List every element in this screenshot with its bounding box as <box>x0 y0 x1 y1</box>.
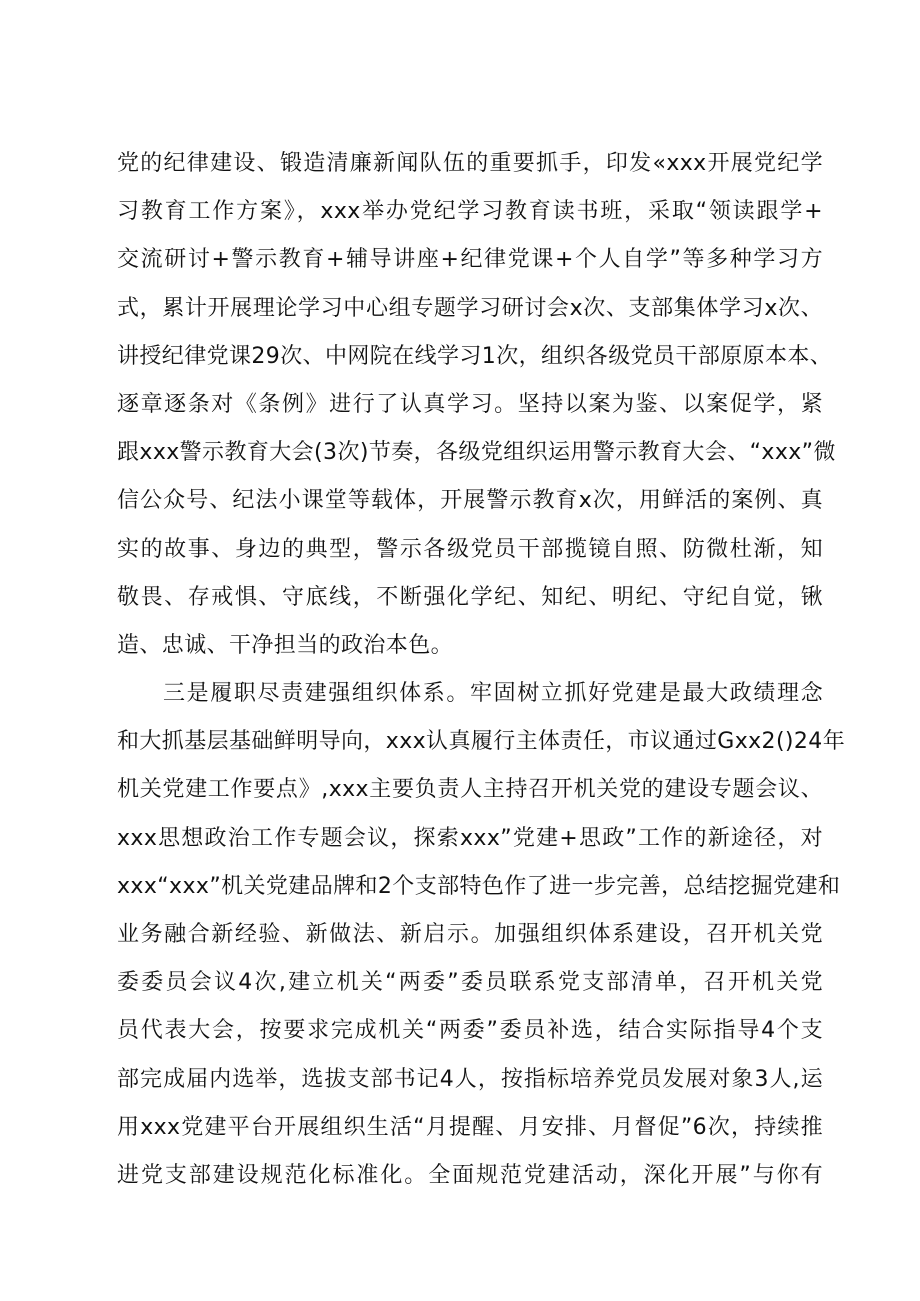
paragraph-1-line: 实的故事、身边的典型，警示各级党员干部揽镜自照、防微杜渐，知 <box>117 536 823 562</box>
paragraph-1-line: 造、忠诚、干净担当的政治本色。 <box>117 632 454 658</box>
paragraph-1-line: 敬畏、存戒惧、守底线，不断强化学纪、知纪、明纪、守纪自觉，锹 <box>117 584 823 610</box>
paragraph-2-line: 和大抓基层基础鲜明导向，xxx认真履行主体责任，市议通过Gxx2()24年 <box>117 729 846 755</box>
paragraph-1-line: 跟xxx警示教育大会(3次)节奏，各级党组织运用警示教育大会、“xxx”微 <box>117 440 836 466</box>
paragraph-1-line: 习教育工作方案》，xxx举办党纪学习教育读书班，采取“领读跟学+ <box>117 199 823 225</box>
paragraph-2-line: 员代表大会，按要求完成机关“两委”委员补选，结合实际指导4个支 <box>117 1018 823 1044</box>
paragraph-1-line: 式，累计开展理论学习中心组专题学习研讨会x次、支部集体学习x次、 <box>117 295 823 321</box>
paragraph-1-line: 逐章逐条对《条例》进行了认真学习。坚持以案为鉴、以案促学，紧 <box>117 391 823 417</box>
paragraph-2-line: xxx思想政治工作专题会议，探索xxx”党建+思政”工作的新途径，对 <box>117 825 823 851</box>
document-body <box>117 140 846 1200</box>
paragraph-2-line: 三是履职尽责建强组织体系。牢固树立抓好党建是最大政绩理念 <box>163 681 823 707</box>
paragraph-2 <box>117 670 846 1200</box>
paragraph-2-line: 用xxx党建平台开展组织生活“月提醒、月安排、月督促”6次，持续推 <box>117 1114 823 1140</box>
paragraph-2-line: 委委员会议4次,建立机关“两委”委员联系党支部清单，召开机关党 <box>117 970 823 996</box>
paragraph-2-line: 机关党建工作要点》,xxx主要负责人主持召开机关党的建设专题会议、 <box>117 777 823 803</box>
paragraph-1-line: 讲授纪律党课29次、中网院在线学习1次，组织各级党员干部原原本本、 <box>117 343 833 369</box>
paragraph-1-line: 党的纪律建设、锻造清廉新闻队伍的重要抓手，印发«xxx开展党纪学 <box>117 151 823 176</box>
paragraph-2-line: 部完成届内选举，选拔支部书记4人，按指标培养党员发展对象3人,运 <box>117 1066 823 1092</box>
paragraph-1 <box>117 140 836 670</box>
paragraph-1-line: 信公众号、纪法小课堂等载体，开展警示教育x次，用鲜活的案例、真 <box>117 488 823 514</box>
paragraph-2-line: xxx“xxx”机关党建品牌和2个支部特色作了进一步完善，总结挖掘党建和 <box>117 873 841 899</box>
paragraph-1-line: 交流研讨+警示教育+辅导讲座+纪律党课+个人自学”等多种学习方 <box>117 247 823 273</box>
paragraph-2-line: 业务融合新经验、新做法、新启示。加强组织体系建设，召开机关党 <box>117 922 823 947</box>
paragraph-2-line: 进党支部建设规范化标准化。全面规范党建活动，深化开展”与你有 <box>117 1162 823 1188</box>
